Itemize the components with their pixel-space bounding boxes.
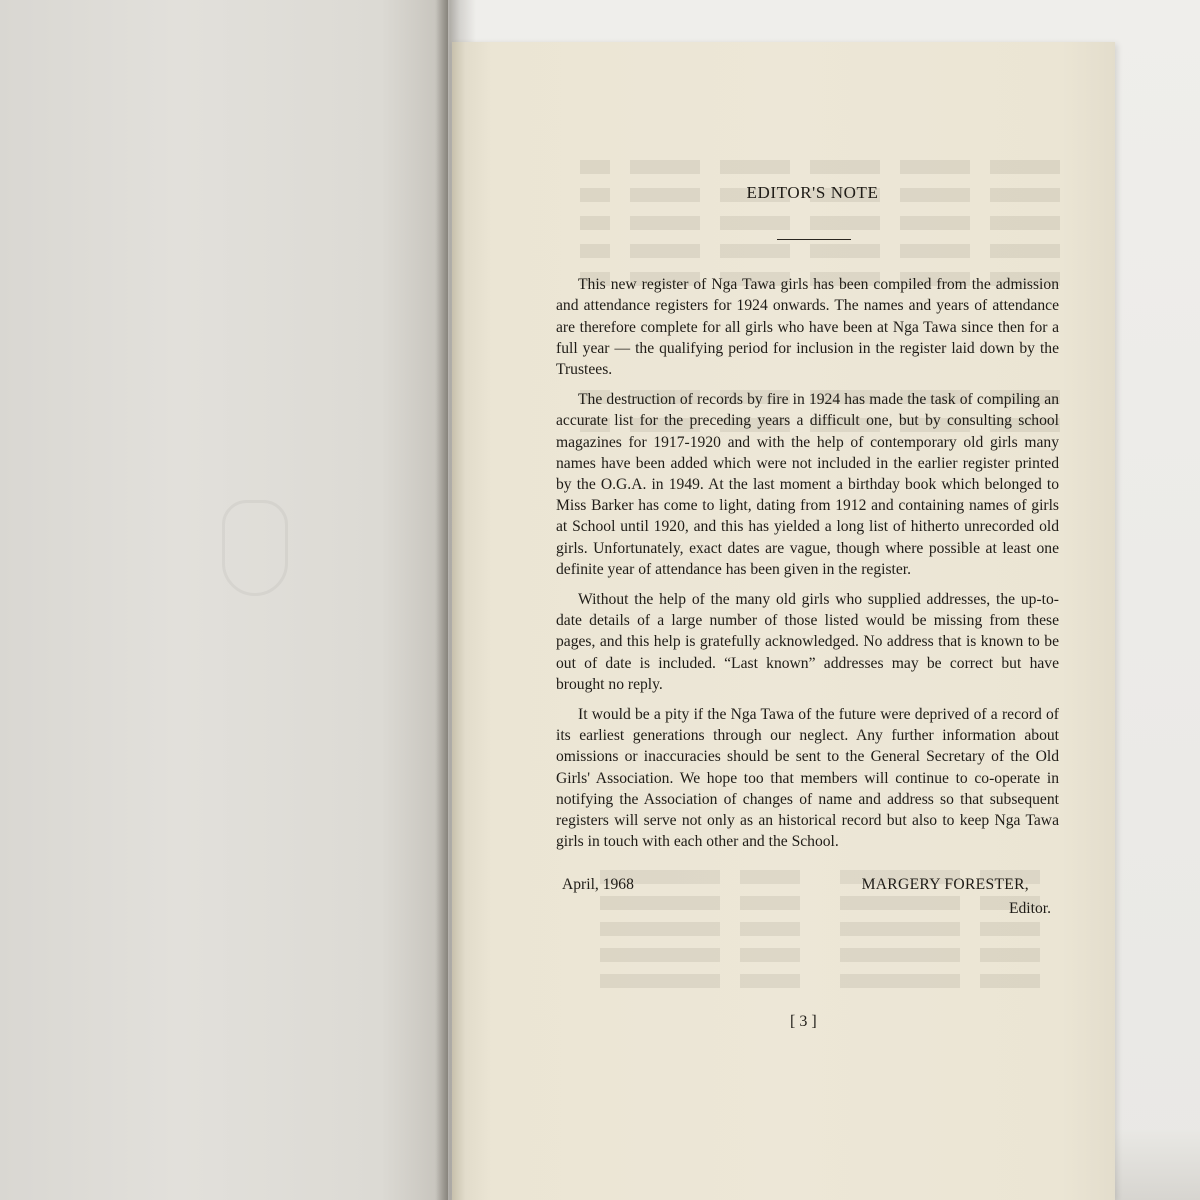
signoff-date: April, 1968 (562, 876, 634, 894)
signoff-name: MARGERY FORESTER, (861, 876, 1029, 894)
page-number: [ 3 ] (790, 1013, 817, 1030)
page-text-block (556, 182, 1059, 920)
page-title: EDITOR'S NOTE (746, 183, 879, 202)
paragraph-1: This new register of Nga Tawa girls has been compiled from the admission and attendance registers for 1924 onwards. The names and years of attendance are therefore complete for all girls who have been at Nga Tawa since then for a full year — the qualifying period for inclusion in the register laid down by the Trustees. (556, 276, 1059, 379)
left-page-show-through (0, 0, 448, 1200)
left-page (0, 0, 448, 1200)
signoff-role: Editor. (1008, 900, 1051, 918)
paragraph-3: Without the help of the many old girls who supplied addresses, the up-to-date details of a large number of those listed would be missing from these pages, and this help is gratefully acknowledged. No address that is known to be out of date is included. “Last known” addresses may be correct but have brought no reply. (556, 591, 1059, 693)
paragraph-4: It would be a pity if the Nga Tawa of the future were deprived of a record of its earliest generations through our neglect. Any further information about omissions or inaccuracies should be sent to the General Secretary of the Old Girls' Association. We hope too that members will continue to co-operate in notifying the Association of changes of name and address so that subsequent registers will serve not only as an historical record but also to keep Nga Tawa girls in touch with each other and the School. (556, 706, 1059, 851)
signoff (556, 872, 1059, 920)
paragraph-2: The destruction of records by fire in 1924 has made the task of compiling an accurate list for the preceding years a difficult one, but by consulting school magazines for 1917-1920 and with the help of contemporary old girls many names have been added which were not included in the earlier register printed by the O.G.A. in 1949. At the last moment a birthday book which belonged to Miss Barker has come to light, dating from 1912 and containing names of girls at School until 1920, and this has yielded a long list of hitherto unrecorded old girls. Unfortunately, exact dates are vague, though where possible at least one definite year of attendance has been given in the register. (556, 391, 1059, 578)
title-rule (777, 239, 851, 240)
